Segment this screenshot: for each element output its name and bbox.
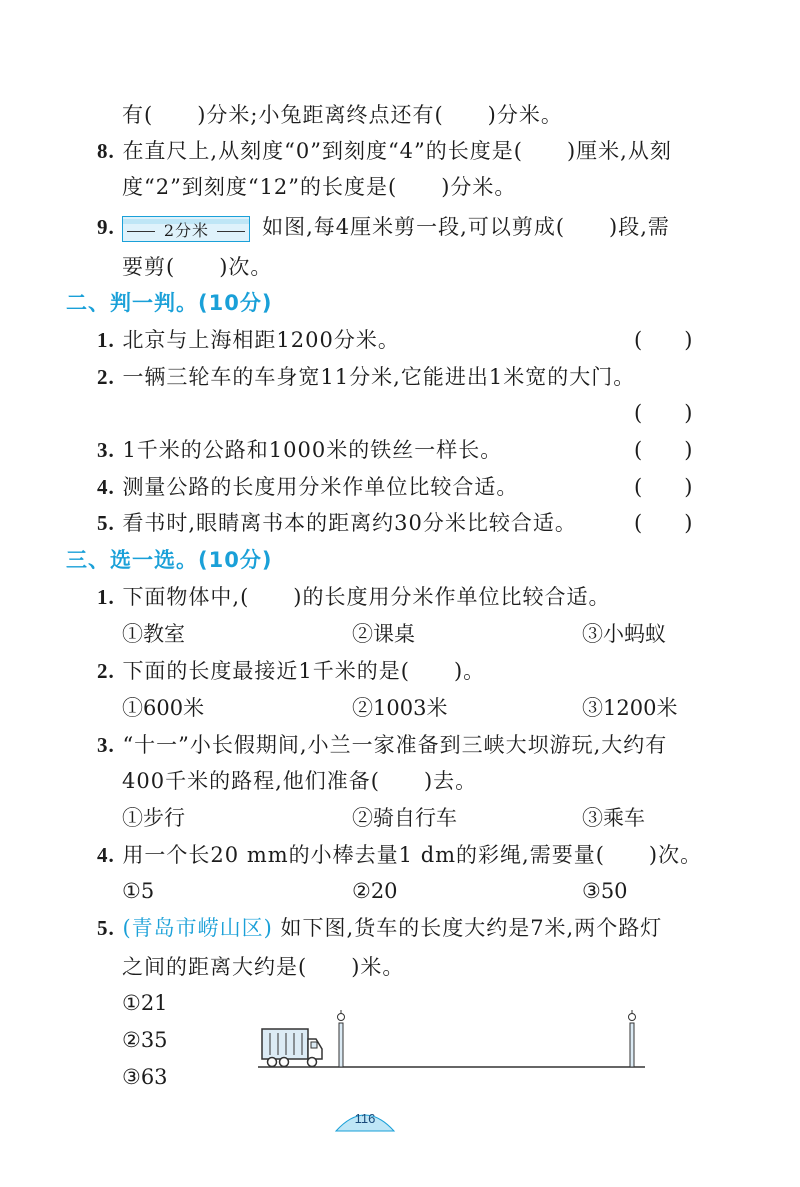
question-text: 如图,每4厘米剪一段,可以剪成( )段,需 <box>262 215 670 239</box>
item-text: 用一个长20 mm的小棒去量1 dm的彩绳,需要量( )次。 <box>122 843 703 867</box>
choice-question-3 <box>97 730 667 760</box>
item-number: 1. <box>97 585 115 609</box>
answer-blank[interactable]: ( ) <box>634 511 693 535</box>
section-3-title: 三、选一选。(10分) <box>66 548 273 572</box>
option-1[interactable]: ①步行 <box>122 806 185 830</box>
judge-item-2 <box>97 362 635 392</box>
item-number: 4. <box>97 475 115 499</box>
item-number: 3. <box>97 733 115 757</box>
ruler-figure <box>122 216 250 242</box>
option-1[interactable]: ①600米 <box>122 696 205 720</box>
item-text: 下面物体中,( )的长度用分米作单位比较合适。 <box>122 585 611 609</box>
question-number: 9. <box>97 215 115 239</box>
question-8-continued: 度“2”到刻度“12”的长度是( )分米。 <box>122 175 517 199</box>
item-number: 5. <box>97 511 115 535</box>
ruler-label: 2分米 <box>163 220 210 240</box>
option-2[interactable]: ②骑自行车 <box>352 806 457 830</box>
continued-line: 有( )分米;小兔距离终点还有( )分米。 <box>122 103 563 127</box>
truck-lamps-figure <box>250 1005 660 1085</box>
option-1[interactable]: ①教室 <box>122 622 185 646</box>
option-2[interactable]: ②课桌 <box>352 622 415 646</box>
option-1[interactable]: ①5 <box>122 879 155 903</box>
page-number-text: 116 <box>354 1111 376 1126</box>
judge-item-3 <box>97 435 502 465</box>
item-number: 5. <box>97 916 115 940</box>
question-text: 在直尺上,从刻度“0”到刻度“4”的长度是( )厘米,从刻 <box>122 139 672 163</box>
choice-question-5-continued: 之间的距离大约是( )米。 <box>122 955 405 979</box>
street-lamp-icon <box>338 1010 345 1067</box>
item-text: 如下图,货车的长度大约是7米,两个路灯 <box>280 916 663 940</box>
option-3[interactable]: ③63 <box>122 1065 168 1089</box>
item-text: 下面的长度最接近1千米的是( )。 <box>122 659 486 683</box>
question-9-continued: 要剪( )次。 <box>122 255 273 279</box>
judge-item-4 <box>97 472 518 502</box>
option-3[interactable]: ③1200米 <box>582 696 678 720</box>
choice-question-1 <box>97 582 611 612</box>
answer-blank[interactable]: ( ) <box>634 475 693 499</box>
choice-question-4 <box>97 840 702 870</box>
option-1[interactable]: ①21 <box>122 991 168 1015</box>
answer-blank[interactable]: ( ) <box>634 438 693 462</box>
option-3[interactable]: ③乘车 <box>582 806 645 830</box>
option-2[interactable]: ②35 <box>122 1028 168 1052</box>
item-text: 看书时,眼睛离书本的距离约30分米比较合适。 <box>122 511 577 535</box>
item-text: 测量公路的长度用分米作单位比较合适。 <box>122 475 519 499</box>
section-2-title: 二、判一判。(10分) <box>66 291 273 315</box>
answer-blank[interactable]: ( ) <box>634 401 693 425</box>
choice-question-3-continued: 400千米的路程,他们准备( )去。 <box>122 769 478 793</box>
option-2[interactable]: ②20 <box>352 879 398 903</box>
option-3[interactable]: ③小蚂蚁 <box>582 622 666 646</box>
item-text: 一辆三轮车的车身宽11分米,它能进出1米宽的大门。 <box>122 365 636 389</box>
option-3[interactable]: ③50 <box>582 879 628 903</box>
item-text: 1千米的公路和1000米的铁丝一样长。 <box>122 438 503 462</box>
truck-icon <box>262 1029 322 1067</box>
judge-item-1 <box>97 325 400 355</box>
choice-question-2 <box>97 656 485 686</box>
answer-blank[interactable]: ( ) <box>634 328 693 352</box>
item-number: 1. <box>97 328 115 352</box>
item-number: 2. <box>97 659 115 683</box>
item-number: 3. <box>97 438 115 462</box>
option-2[interactable]: ②1003米 <box>352 696 448 720</box>
item-text: 北京与上海相距1200分米。 <box>122 328 400 352</box>
question-number: 8. <box>97 139 115 163</box>
page-number <box>334 1103 396 1133</box>
question-source: (青岛市崂山区) <box>122 916 273 940</box>
choice-question-5 <box>97 913 662 943</box>
question-8 <box>97 136 672 166</box>
question-9 <box>97 212 670 242</box>
item-number: 4. <box>97 843 115 867</box>
item-number: 2. <box>97 365 115 389</box>
street-lamp-icon <box>629 1010 636 1067</box>
item-text: “十一”小长假期间,小兰一家准备到三峡大坝游玩,大约有 <box>122 733 668 757</box>
judge-item-5 <box>97 508 577 538</box>
